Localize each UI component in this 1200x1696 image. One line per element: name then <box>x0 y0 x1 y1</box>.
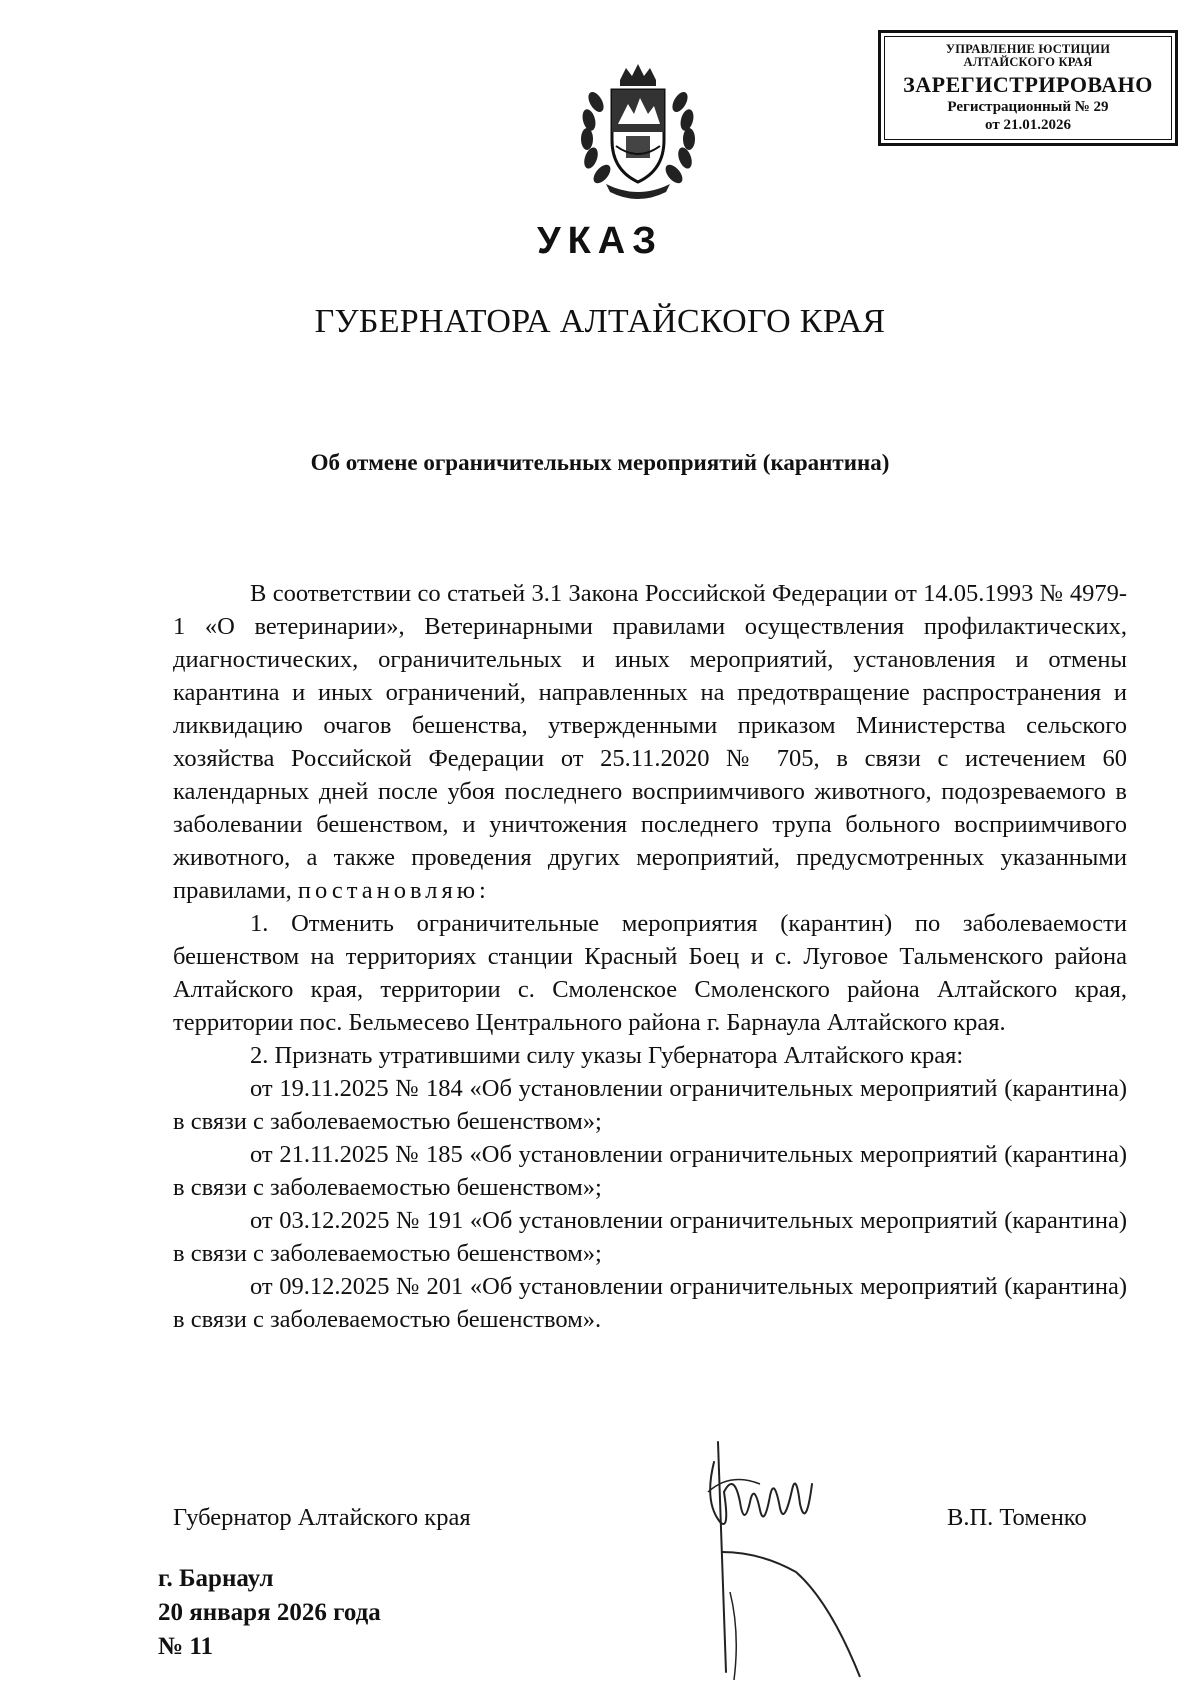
signatory-role: Губернатор Алтайского края <box>173 1504 471 1531</box>
issue-date: 20 января 2026 года <box>158 1599 381 1626</box>
item-1: 1. Отменить ограничительные мероприятия (карантин) по заболеваемости бешенством на территориях станции Красный Боец и с. Луговое Тальменского района Алтайского края, территории с. Смоленское Смоленского района Алтайского края, территории пос. Бельмесево Центрального района г. Барнаула Алтайского края. <box>173 910 1127 1036</box>
preamble-text: В соответствии со статьей 3.1 Закона Российской Федерации от 14.05.1993 № 4979-1 «О ветеринарии», Ветеринарными правилами осуществления профилактических, диагностических, ограничительных и иных мероприятий, установления и отмены карантина и иных ограничений, направленных на предотвращение распространения и ликвидацию очагов бешенства, утвержденными приказом Министерства сельского хозяйства Российской Федерации от 25.11.2020 № 705, в связи с истечением 60 календарных дней после убоя последнего восприимчивого животного, подозреваемого в заболевании бешенством, и уничтожения последнего трупа больного восприимчивого животного, а также проведения других мероприятий, предусмотренных указанными правилами, <box>173 580 1127 904</box>
registration-stamp <box>878 30 1178 146</box>
document-footer <box>158 1562 381 1664</box>
repealed-decree: от 19.11.2025 № 184 «Об установлении ограничительных мероприятий (карантина) в связи с заболеваемостью бешенством»; <box>173 1075 1127 1135</box>
stamp-reg-number: Регистрационный № 29 <box>947 99 1109 115</box>
stamp-org-line2: АЛТАЙСКОГО КРАЯ <box>963 55 1093 69</box>
document-authority: ГУБЕРНАТОРА АЛТАЙСКОГО КРАЯ <box>314 303 886 340</box>
document-number: № 11 <box>158 1633 213 1660</box>
stamp-title: ЗАРЕГИСТРИРОВАНО <box>903 72 1153 97</box>
signatory-name: В.П. Томенко <box>947 1504 1087 1531</box>
repealed-decree: от 09.12.2025 № 201 «Об установлении ограничительных мероприятий (карантина) в связи с заболеваемостью бешенством». <box>173 1273 1127 1333</box>
document-title: Об отмене ограничительных мероприятий (карантина) <box>310 450 890 475</box>
document-type: УКАЗ <box>536 220 664 262</box>
issue-city: г. Барнаул <box>158 1565 274 1592</box>
stamp-reg-date: от 21.01.2026 <box>985 117 1071 133</box>
stamp-org-line1: УПРАВЛЕНИЕ ЮСТИЦИИ <box>945 42 1111 56</box>
handwritten-signature-icon <box>700 1432 900 1682</box>
repealed-decree: от 03.12.2025 № 191 «Об установлении ограничительных мероприятий (карантина) в связи с заболеваемостью бешенством»; <box>173 1207 1127 1267</box>
item-2: 2. Признать утратившими силу указы Губернатора Алтайского края: <box>250 1042 964 1069</box>
document-body <box>173 577 1127 1336</box>
preamble-paragraph <box>173 577 1127 907</box>
decree-word: постановляю: <box>297 877 490 904</box>
coat-of-arms-icon <box>576 62 700 202</box>
repealed-decree: от 21.11.2025 № 185 «Об установлении ограничительных мероприятий (карантина) в связи с заболеваемостью бешенством»; <box>173 1141 1127 1201</box>
